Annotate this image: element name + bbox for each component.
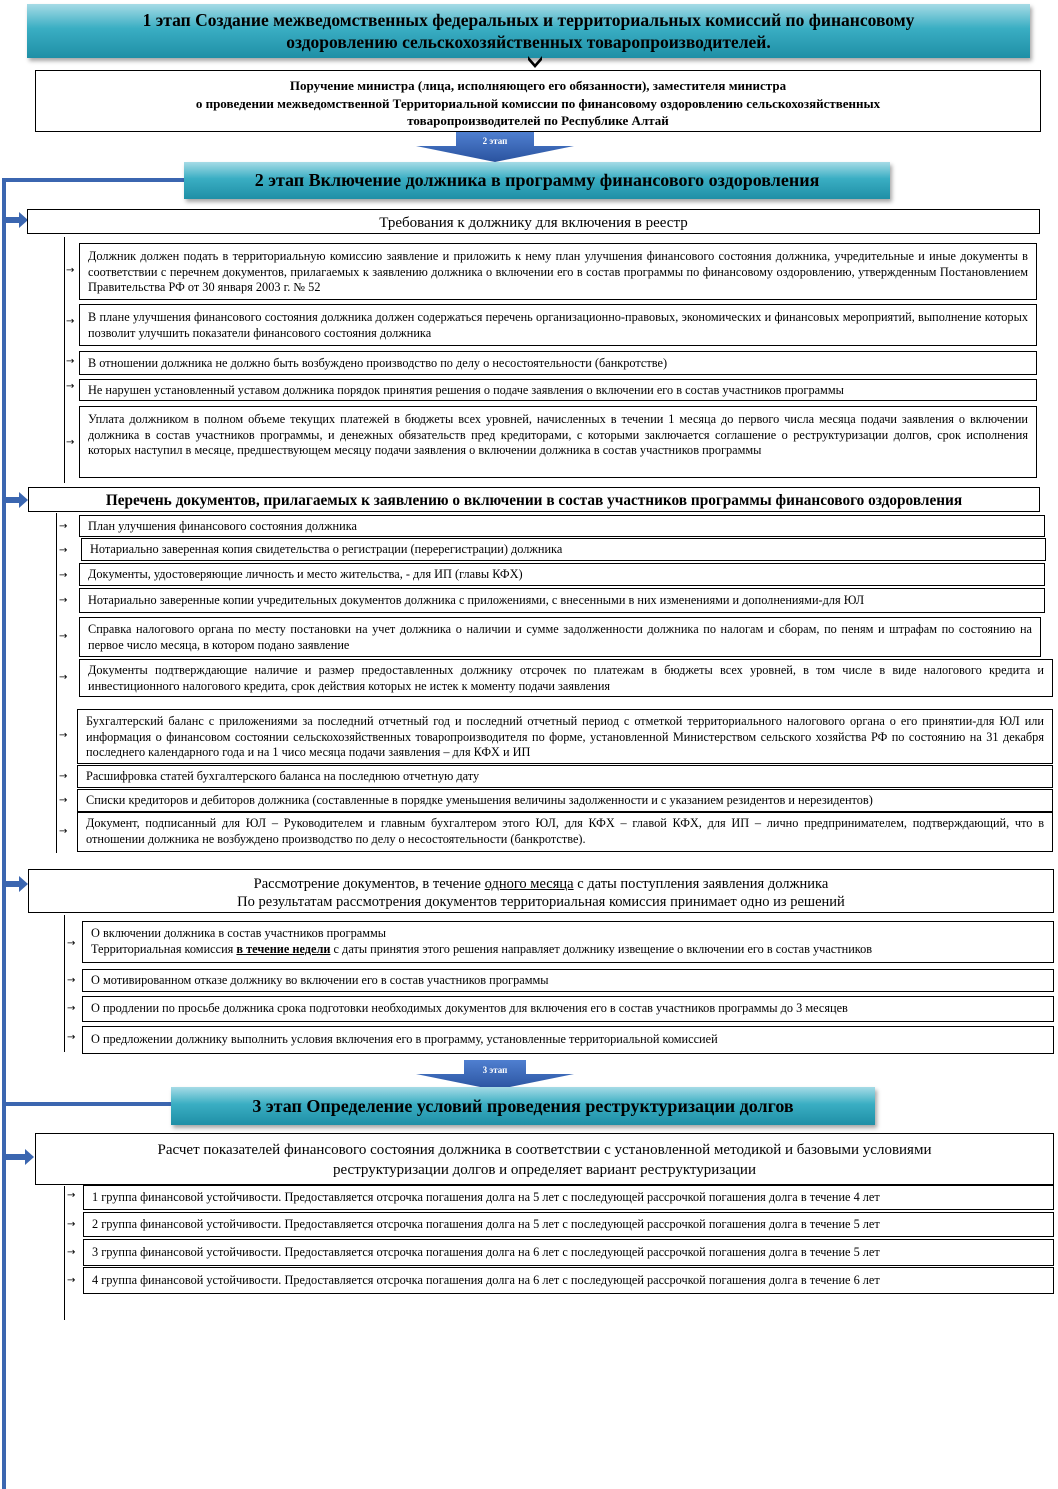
document-item: Списки кредиторов и дебиторов должника (составленные в порядке уменьшения величины задолженности и с указанием резидентов и нерезидентов) xyxy=(77,789,1053,812)
arrow-right-icon: → xyxy=(67,1247,76,1258)
arrow-right-icon: → xyxy=(59,771,68,782)
main-flow-line xyxy=(2,178,6,1489)
arrow-right-icon: → xyxy=(67,1275,76,1286)
decision1-line2: Территориальная комиссия в течение недели с даты принятия этого решения направляет должнику извещение о включении его в состав участников xyxy=(91,941,873,956)
decision-item: О предложении должнику выполнить условия включения его в программу, установленные территориальной комиссией xyxy=(82,1026,1054,1054)
groups-branch-line xyxy=(64,1186,65,1320)
stability-group-item: 2 группа финансовой устойчивости. Предоставляется отсрочка погашения долга на 5 лет с последующей рассрочкой погашения долга в течение 5 лет xyxy=(83,1212,1054,1237)
decision-item xyxy=(82,921,1054,963)
decisions-branch-line xyxy=(64,915,65,1052)
stage3-arrow-label: 3 этап xyxy=(482,1065,508,1075)
arrow-right-icon: → xyxy=(59,672,68,683)
arrow-right-icon xyxy=(3,491,29,514)
arrow-right-icon: → xyxy=(67,1190,76,1201)
requirement-item: Не нарушен установленный уставом должника порядок принятия решения о подаче заявления о включении его в состав участников программы xyxy=(79,379,1037,401)
document-item: Справка налогового органа по месту постановки на учет должника о наличии и сумме задолженности должника по налогам и сборам, по пеням и штрафам по состоянию на первое число месяца, в котором подано заявление xyxy=(79,617,1041,657)
review-line2: По результатам рассмотрения документов территориальная комиссия принимает одно из решений xyxy=(237,894,845,910)
decision1-line1: О включении должника в состав участников программы xyxy=(91,926,387,940)
arrow-right-icon: → xyxy=(66,437,75,448)
stage1-banner xyxy=(27,4,1030,58)
stability-group-item: 3 группа финансовой устойчивости. Предоставляется отсрочка погашения долга на 6 лет с последующей рассрочкой погашения долга в течение 5 лет xyxy=(83,1239,1054,1266)
stage2-arrow-label: 2 этап xyxy=(482,136,508,146)
calc-line2: реструктуризации долгов и определяет вариант реструктуризации xyxy=(333,1162,756,1178)
arrow-right-icon xyxy=(3,211,29,234)
arrow-right-icon: → xyxy=(59,631,68,642)
review-box xyxy=(28,869,1054,913)
arrow-right-icon: → xyxy=(59,570,68,581)
stage2-banner: 2 этап Включение должника в программу финансового оздоровления xyxy=(184,162,890,199)
document-item: Нотариально заверенные копии учредительных документов должника с приложениями, с внесенными в них изменениями и дополнениями-для ЮЛ xyxy=(79,588,1045,613)
arrow-right-icon xyxy=(3,1148,35,1171)
arrow-right-icon: → xyxy=(66,316,75,327)
documents-branch-line xyxy=(56,513,57,853)
stability-group-item: 4 группа финансовой устойчивости. Предоставляется отсрочка погашения долга на 6 лет с последующей рассрочкой погашения долга в течение 6 лет xyxy=(83,1267,1054,1294)
requirement-item: В отношении должника не должно быть возбуждено производство по делу о несостоятельности (банкротстве) xyxy=(79,351,1037,375)
calc-line1: Расчет показателей финансового состояния должника в соответствии с установленной методикой и базовыми условиями xyxy=(157,1142,932,1158)
arrow-right-icon: → xyxy=(59,545,68,556)
document-item: Документ, подписанный для ЮЛ – Руководителем и главным бухгалтером этого ЮЛ, для КФХ – главой КФХ, для ИП – лично предпринимателем, подтверждающий, что в отношении должника не возбуждено производство по делу о несостоятельности (банкротстве). xyxy=(77,812,1053,852)
stage1-title-line1: 1 этап Создание межведомственных федеральных и территориальных комиссий по финансовому xyxy=(142,10,915,30)
documents-header: Перечень документов, прилагаемых к заявлению о включении в состав участников программы финансового оздоровления xyxy=(28,487,1040,512)
calculation-box xyxy=(35,1133,1054,1185)
arrow-right-icon: → xyxy=(67,1003,76,1014)
order-line3: товаропроизводителей по Республике Алтай xyxy=(407,113,669,128)
requirements-header: Требования к должнику для включения в реестр xyxy=(27,209,1040,234)
arrow-right-icon: → xyxy=(66,381,75,392)
arrow-right-icon: → xyxy=(67,1032,76,1043)
arrow-right-icon: → xyxy=(66,265,75,276)
decision-item: О мотивированном отказе должнику во включении его в состав участников программы xyxy=(82,969,1054,992)
arrow-right-icon: → xyxy=(59,521,68,532)
arrow-right-icon: → xyxy=(59,795,68,806)
decision-item: О продлении по просьбе должника срока подготовки необходимых документов для включения его в состав участников программы до 3 месяцев xyxy=(82,996,1054,1022)
chevron-down-icon xyxy=(527,55,543,69)
arrow-right-icon: → xyxy=(67,938,76,949)
document-item: Бухгалтерский баланс с приложениями за последний отчетный год и последний отчетный период с отметкой территориального налогового органа о его принятии-для ЮЛ или информация о финансовом состоянии сельскохозяйственных товаропроизводителя по форме, установленной Министерством сельского хозяйства РФ по состоянию на 31 декабря последнего календарного года и на 1 чисо месяца подачи заявления – для КФХ и ИП xyxy=(77,709,1053,764)
arrow-right-icon: → xyxy=(67,975,76,986)
stability-group-item: 1 группа финансовой устойчивости. Предоставляется отсрочка погашения долга на 5 лет с последующей рассрочкой погашения долга в течение 4 лет xyxy=(83,1185,1054,1210)
requirements-branch-line xyxy=(64,237,65,483)
stage3-banner: 3 этап Определение условий проведения реструктуризации долгов xyxy=(171,1087,875,1125)
document-item: Расшифровка статей бухгалтерского баланса на последнюю отчетную дату xyxy=(77,765,1053,788)
arrow-right-icon: → xyxy=(59,826,68,837)
arrow-right-icon: → xyxy=(67,1219,76,1230)
stage3-connector xyxy=(2,1102,172,1106)
order-line1: Поручение министра (лица, исполняющего его обязанности), заместителя министра xyxy=(289,78,787,93)
document-item: План улучшения финансового состояния должника xyxy=(79,515,1045,537)
arrow-right-icon xyxy=(3,875,29,898)
review-period: одного месяца xyxy=(484,876,574,892)
arrow-right-icon: → xyxy=(59,595,68,606)
review-line1: Рассмотрение документов, в течение одного месяца с даты поступления заявления должника xyxy=(253,876,829,892)
requirement-item: Уплата должником в полном объеме текущих платежей в бюджеты всех уровней, начисленных в течении 1 месяца до первого числа месяца подачи заявления о включении должника в состав участников программы, и денежных обязательств пред кредиторами, с которыми заключается соглашение о реструктуризации долгов, срок исполнения которых наступил в месяце, предшествующем месяцу подачи заявления о включении должника в состав участников программы xyxy=(79,406,1037,478)
arrow-right-icon: → xyxy=(59,730,68,741)
ministerial-order-box xyxy=(35,70,1041,132)
order-line2: о проведении межведомственной Территориальной комиссии по финансовому оздоровлению сельскохозяйственных xyxy=(195,95,881,111)
document-item: Документы подтверждающие наличие и размер предоставленных должнику отсрочек по платежам в бюджеты всех уровней, в том числе в виде налогового кредита и инвестиционного налогового кредита, срок действия которых не истек к моменту подачи заявления xyxy=(79,659,1053,697)
document-item: Документы, удостоверяющие личность и место жительства, - для ИП (главы КФХ) xyxy=(79,563,1045,586)
decision1-period: в течение недели xyxy=(236,941,331,956)
requirement-item: Должник должен подать в территориальную комиссию заявление и приложить к нему план улучшения финансового состояния должника, учредительные и иные документы в соответствии с перечнем документов, прилагаемых к заявлению должника о включении его в состав программы по финансовому оздоровлению, утвержденным Постановлением Правительства РФ от 30 января 2003 г. № 52 xyxy=(79,243,1037,300)
document-item: Нотариально заверенная копия свидетельства о регистрации (перерегистрации) должника xyxy=(81,538,1046,561)
stage1-title-line2: оздоровлению сельскохозяйственных товаропроизводителей. xyxy=(286,32,771,52)
arrow-right-icon: → xyxy=(66,356,75,367)
stage2-connector xyxy=(2,178,186,182)
requirement-item: В плане улучшения финансового состояния должника должен содержаться перечень организационно-правовых, экономических и финансовых мероприятий, выполнение которых позволит улучшить показатели финансового состояния должника xyxy=(79,304,1037,346)
